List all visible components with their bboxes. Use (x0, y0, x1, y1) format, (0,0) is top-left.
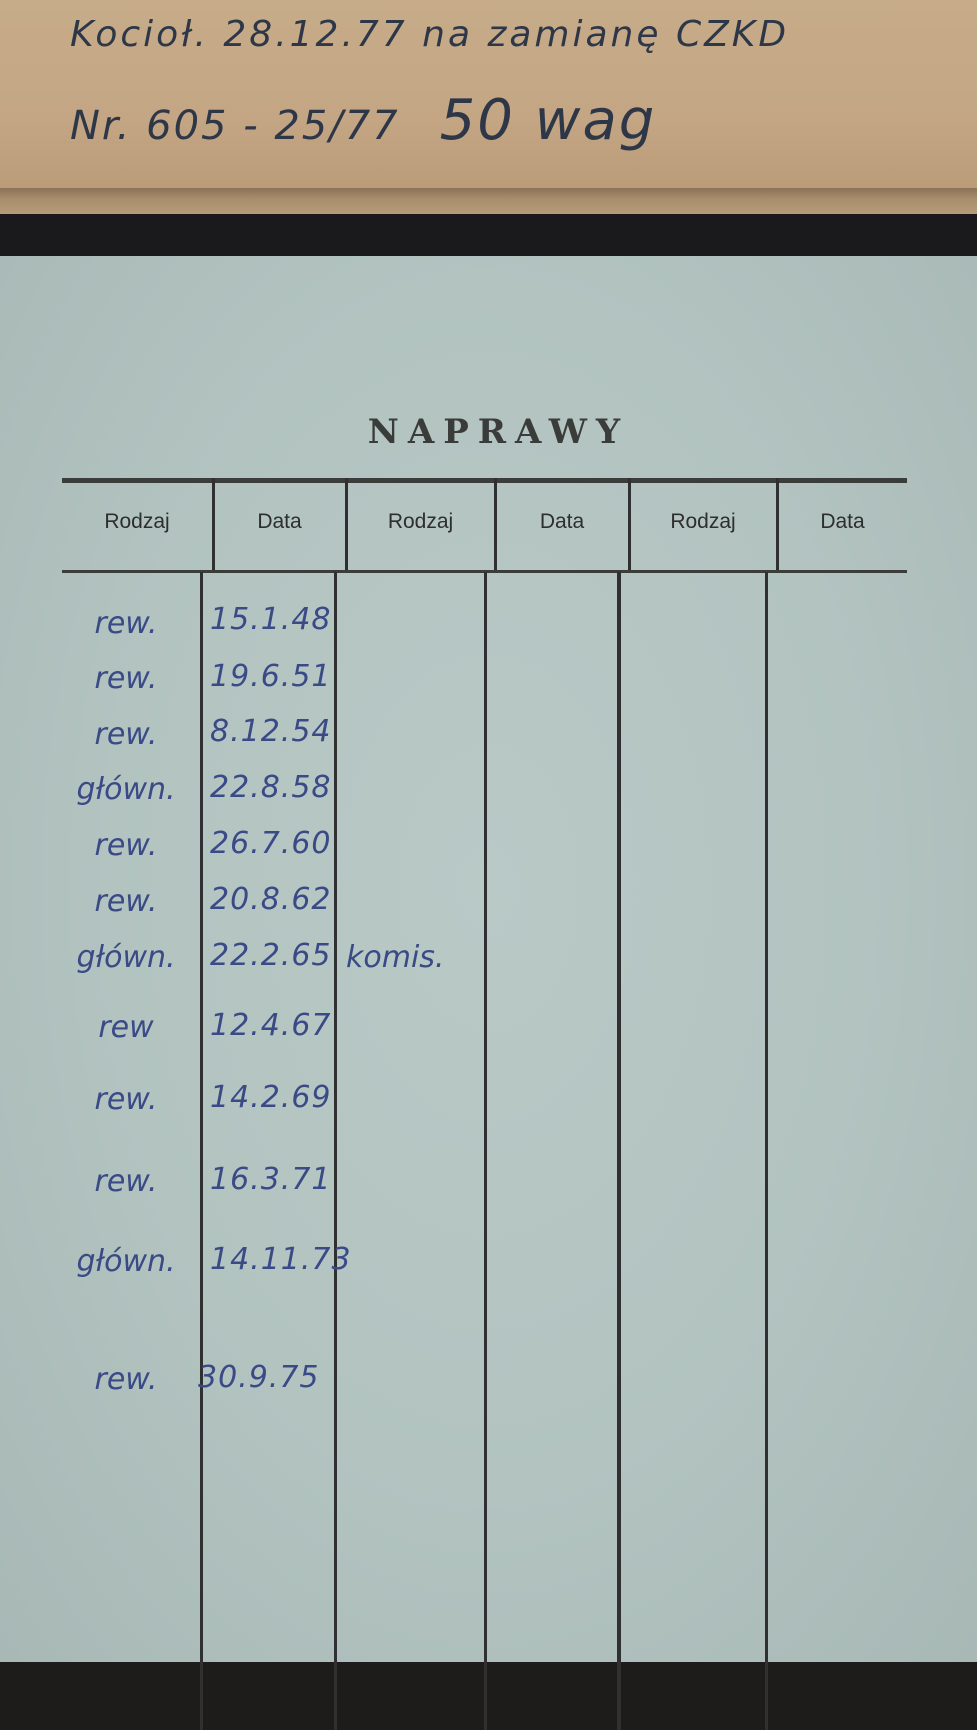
handwritten-note-line-2 (70, 88, 656, 153)
page-title: NAPRAWY (367, 412, 630, 452)
entry-kind: rew. (94, 828, 158, 863)
envelope-strip (0, 0, 977, 195)
binding-band (0, 214, 977, 256)
entry-kind: rew. (94, 1164, 158, 1199)
entry-date: 16.3.71 (210, 1162, 332, 1197)
entry-kind: główn. (76, 940, 176, 975)
header-rodzaj-1: Rodzaj (104, 510, 170, 533)
entry-date: 12.4.67 (210, 1008, 332, 1043)
note-number: Nr. 605 - 25/77 (70, 103, 400, 149)
entry-date: 30.9.75 (198, 1360, 320, 1395)
entry-kind: rew. (94, 717, 158, 752)
entry-date: 20.8.62 (210, 882, 332, 917)
entry-kind: rew (98, 1010, 154, 1045)
entry-date: 14.11.73 (210, 1242, 352, 1277)
entry-date: 15.1.48 (210, 602, 332, 637)
entry-kind: główn. (76, 1244, 176, 1279)
entry-date: 19.6.51 (210, 659, 332, 694)
entry-kind: rew. (94, 606, 158, 641)
column-divider (484, 572, 487, 1730)
entry-date: 22.2.65 (210, 938, 332, 973)
entry-kind: główn. (76, 772, 176, 807)
column-divider (200, 572, 203, 1730)
entry-date: 26.7.60 (210, 826, 332, 861)
header-rodzaj-3: Rodzaj (670, 510, 736, 533)
handwritten-note-line-1: Kocioł. 28.12.77 na zamianę CZKD (70, 14, 790, 55)
entry-kind: rew. (94, 661, 158, 696)
header-data-1: Data (257, 510, 302, 533)
table-top-rule (62, 478, 907, 483)
header-rodzaj-2: Rodzaj (387, 510, 454, 533)
header-data-3: Data (820, 510, 865, 533)
column-divider (334, 572, 337, 1730)
entry-extra: komis. (346, 940, 445, 975)
column-divider (617, 572, 621, 1730)
header-data-2: Data (539, 510, 585, 533)
entry-date: 8.12.54 (210, 714, 332, 749)
repairs-page (0, 256, 977, 1662)
entry-date: 14.2.69 (210, 1080, 332, 1115)
paper-fold (0, 188, 977, 214)
entry-date: 22.8.58 (210, 770, 332, 805)
entry-kind: rew. (94, 1362, 158, 1397)
column-divider (765, 572, 768, 1730)
entry-kind: rew. (94, 884, 158, 919)
entry-kind: rew. (94, 1082, 158, 1117)
note-wagons: 50 wag (439, 88, 657, 153)
